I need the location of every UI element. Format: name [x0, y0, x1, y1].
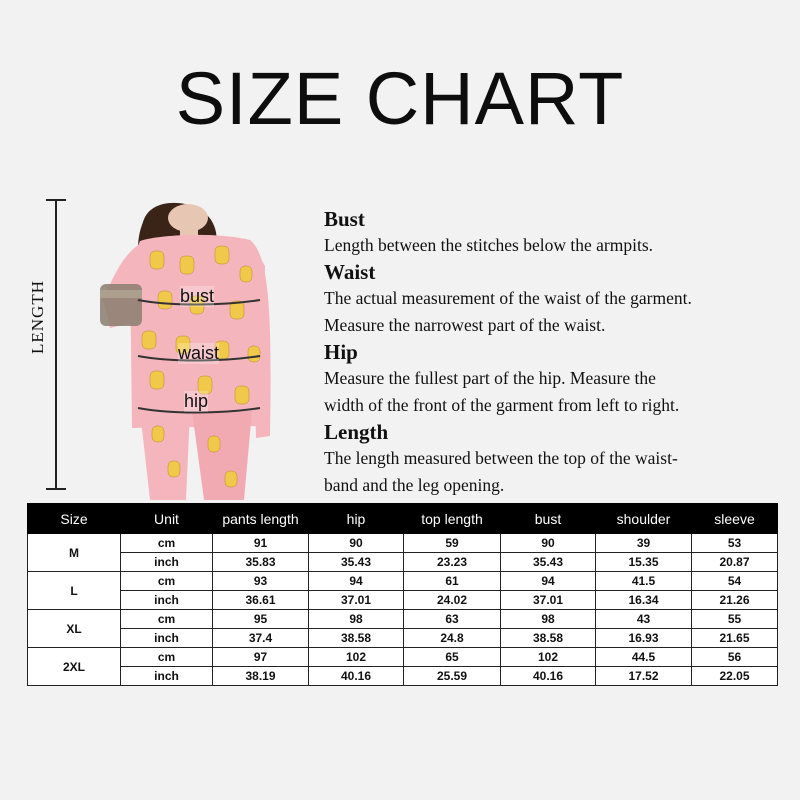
measurement-cell: 40.16: [309, 667, 404, 686]
size-table: [27, 503, 778, 686]
measurement-cell: 21.26: [692, 591, 778, 610]
definition-line: Measure the narrowest part of the waist.: [324, 315, 606, 335]
measurement-cell: 35.83: [213, 553, 309, 572]
measurement-cell: 53: [692, 534, 778, 553]
measurement-cell: 21.65: [692, 629, 778, 648]
measurement-cell: 102: [309, 648, 404, 667]
definition-length: [324, 419, 794, 499]
definition-term: Bust: [324, 207, 365, 231]
definition-term: Length: [324, 420, 389, 444]
measurement-cell: 93: [213, 572, 309, 591]
table-row: [28, 667, 778, 686]
measurement-cell: 24.02: [404, 591, 501, 610]
measurement-cell: 94: [501, 572, 596, 591]
unit-cell: cm: [121, 534, 213, 553]
definition-waist: [324, 259, 794, 339]
measurement-cell: 23.23: [404, 553, 501, 572]
measurement-cell: 16.93: [596, 629, 692, 648]
size-table-body: [28, 534, 778, 686]
unit-cell: inch: [121, 553, 213, 572]
definition-hip: [324, 339, 794, 419]
table-row: [28, 629, 778, 648]
measurement-cell: 38.58: [501, 629, 596, 648]
measurement-cell: 38.19: [213, 667, 309, 686]
table-row: [28, 572, 778, 591]
bust-label: bust: [180, 286, 215, 306]
length-ruler: [55, 200, 57, 490]
page-title: SIZE CHART: [175, 57, 625, 140]
header-top-length: top length: [404, 504, 501, 534]
header-sleeve: sleeve: [692, 504, 778, 534]
measurement-cell: 24.8: [404, 629, 501, 648]
unit-cell: inch: [121, 667, 213, 686]
measurement-definitions: [324, 206, 794, 499]
definition-line: width of the front of the garment from left to right.: [324, 395, 680, 415]
measurement-cell: 16.34: [596, 591, 692, 610]
measurement-cell: 40.16: [501, 667, 596, 686]
measurement-cell: 97: [213, 648, 309, 667]
size-cell: L: [28, 572, 121, 610]
measurement-cell: 37.01: [309, 591, 404, 610]
definition-line: Measure the fullest part of the hip. Measure the: [324, 368, 656, 388]
measurement-cell: 15.35: [596, 553, 692, 572]
waist-label: waist: [178, 343, 220, 363]
model-illustration: [80, 196, 305, 500]
unit-cell: inch: [121, 591, 213, 610]
definition-line: The actual measurement of the waist of the garment.: [324, 288, 692, 308]
table-row: [28, 534, 778, 553]
unit-cell: cm: [121, 610, 213, 629]
measurement-cell: 22.05: [692, 667, 778, 686]
measurement-cell: 38.58: [309, 629, 404, 648]
measurement-cell: 35.43: [501, 553, 596, 572]
table-row: [28, 610, 778, 629]
measurement-cell: 102: [501, 648, 596, 667]
definition-term: Waist: [324, 260, 376, 284]
hip-label: hip: [184, 391, 209, 411]
table-row: [28, 648, 778, 667]
definition-bust: [324, 206, 794, 259]
measurement-cell: 39: [596, 534, 692, 553]
length-ruler-cap-top: [46, 199, 66, 201]
unit-cell: inch: [121, 629, 213, 648]
header-size: Size: [28, 504, 121, 534]
table-row: [28, 553, 778, 572]
measurement-cell: 55: [692, 610, 778, 629]
size-cell: XL: [28, 610, 121, 648]
definition-line: band and the leg opening.: [324, 475, 505, 495]
measurement-cell: 37.01: [501, 591, 596, 610]
header-unit: Unit: [121, 504, 213, 534]
header-bust: bust: [501, 504, 596, 534]
length-ruler-cap-bottom: [46, 488, 66, 490]
definition-line: The length measured between the top of the waist-: [324, 448, 678, 468]
header-pants-length: pants length: [213, 504, 309, 534]
measurement-cell: 56: [692, 648, 778, 667]
measurement-cell: 63: [404, 610, 501, 629]
table-header-row: [28, 504, 778, 534]
definition-term: Hip: [324, 340, 358, 364]
measurement-cell: 41.5: [596, 572, 692, 591]
header-shoulder: shoulder: [596, 504, 692, 534]
unit-cell: cm: [121, 572, 213, 591]
measurement-cell: 91: [213, 534, 309, 553]
header-hip: hip: [309, 504, 404, 534]
definition-line: Length between the stitches below the armpits.: [324, 235, 654, 255]
measurement-cell: 98: [501, 610, 596, 629]
length-ruler-label: LENGTH: [28, 280, 47, 354]
measurement-cell: 95: [213, 610, 309, 629]
measurement-cell: 20.87: [692, 553, 778, 572]
measurement-cell: 43: [596, 610, 692, 629]
measurement-cell: 17.52: [596, 667, 692, 686]
measurement-cell: 37.4: [213, 629, 309, 648]
measurement-cell: 59: [404, 534, 501, 553]
measurement-cell: 61: [404, 572, 501, 591]
measurement-cell: 25.59: [404, 667, 501, 686]
measurement-cell: 90: [309, 534, 404, 553]
measurement-cell: 54: [692, 572, 778, 591]
size-cell: M: [28, 534, 121, 572]
measurement-cell: 94: [309, 572, 404, 591]
measurement-cell: 90: [501, 534, 596, 553]
measurement-cell: 36.61: [213, 591, 309, 610]
measurement-cell: 44.5: [596, 648, 692, 667]
measurement-cell: 65: [404, 648, 501, 667]
measurement-cell: 98: [309, 610, 404, 629]
measurement-cell: 35.43: [309, 553, 404, 572]
table-row: [28, 591, 778, 610]
unit-cell: cm: [121, 648, 213, 667]
size-cell: 2XL: [28, 648, 121, 686]
